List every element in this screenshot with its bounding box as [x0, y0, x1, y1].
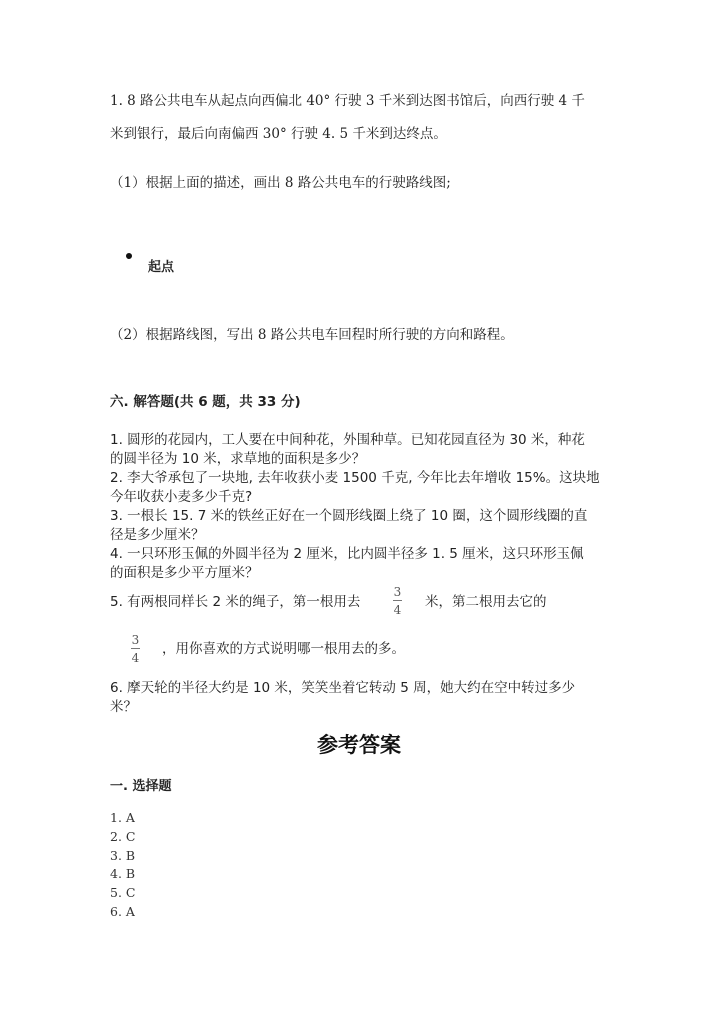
fraction-bar	[393, 600, 402, 601]
answer-item: 6. A	[110, 904, 135, 919]
s6-q6-line2: 米？	[110, 699, 137, 715]
start-point-label: 起点	[148, 260, 175, 275]
s6-q1-line2: 的圆半径为 10 米，求草地的面积是多少？	[110, 451, 366, 467]
s6-q5-part-b: 米，第二根用去它的	[425, 594, 547, 610]
q1-text-line2: 米到银行，最后向南偏西 30° 行驶 4. 5 千米到达终点。	[110, 126, 447, 142]
answer-item: 5. C	[110, 885, 136, 900]
s6-q3-line1: 3. 一根长 15. 7 米的铁丝正好在一个圆形线圈上绕了 10 圈，这个圆形线圈的直	[110, 508, 588, 524]
s6-q2-line1: 2. 李大爷承包了一块地, 去年收获小麦 1500 千克, 今年比去年增收 15%。这块地	[110, 470, 600, 486]
answer-item: 2. C	[110, 829, 136, 844]
s6-q1-line1: 1. 圆形的花园内，工人要在中间种花，外围种草。已知花园直径为 30 米，种花	[110, 432, 585, 448]
s6-q3-line2: 径是多少厘米？	[110, 527, 205, 543]
fraction-denominator: 4	[131, 651, 140, 665]
start-point-dot-icon	[126, 253, 132, 259]
section-6-heading: 六. 解答题(共 6 题，共 33 分)	[110, 394, 301, 410]
s6-q5-part-a: 5. 有两根同样长 2 米的绳子，第一根用去	[110, 594, 361, 610]
q1-part2: （2）根据路线图，写出 8 路公共电车回程时所行驶的方向和路程。	[110, 327, 514, 343]
s6-q6-line1: 6. 摩天轮的半径大约是 10 米，笑笑坐着它转动 5 周，她大约在空中转过多少	[110, 680, 576, 696]
q1-part1: （1）根据上面的描述，画出 8 路公共电车的行驶路线图;	[110, 175, 451, 191]
s6-q4-line1: 4. 一只环形玉佩的外圆半径为 2 厘米，比内圆半径多 1. 5 厘米，这只环形玉佩	[110, 546, 584, 562]
s6-q2-line2: 今年收获小麦多少千克?	[110, 489, 253, 505]
answer-item: 1. A	[110, 810, 135, 825]
s6-q5-part-c: ，用你喜欢的方式说明哪一根用去的多。	[162, 641, 405, 657]
fraction-numerator: 3	[393, 585, 402, 599]
q1-text-line1: 1. 8 路公共电车从起点向西偏北 40° 行驶 3 千米到达图书馆后，向西行驶 4 千	[110, 93, 585, 109]
answer-item: 4. B	[110, 866, 136, 881]
fraction-numerator: 3	[131, 633, 140, 647]
s6-q4-line2: 的面积是多少平方厘米？	[110, 565, 259, 581]
answers-section-heading: 一. 选择题	[110, 779, 172, 794]
fraction-three-quarters	[393, 585, 402, 617]
fraction-three-quarters-2	[131, 633, 140, 665]
fraction-bar	[131, 648, 140, 649]
answers-title: 参考答案	[317, 733, 401, 757]
answer-item: 3. B	[110, 848, 136, 863]
fraction-denominator: 4	[393, 603, 402, 617]
